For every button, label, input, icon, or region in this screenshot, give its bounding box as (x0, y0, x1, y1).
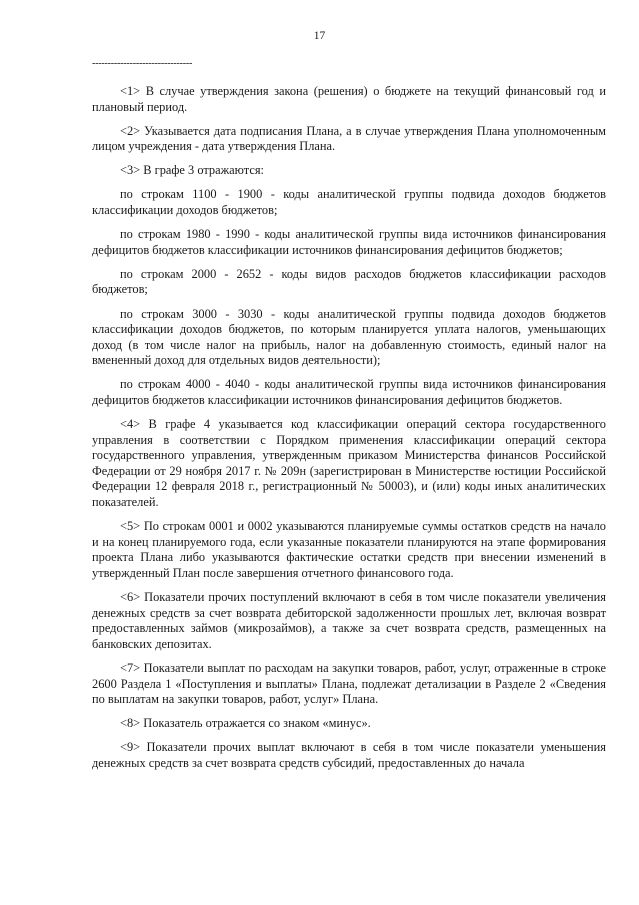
footnote-3-rows-1100-1900: по строкам 1100 - 1900 - коды аналитической группы подвида доходов бюджетов классификации доходов бюджетов; (92, 187, 606, 218)
footnote-3-rows-2000-2652: по строкам 2000 - 2652 - коды видов расходов бюджетов классификации расходов бюджетов; (92, 266, 606, 297)
footnote-3-rows-4000-4040: по строкам 4000 - 4040 - коды аналитической группы вида источников финансирования дефицитов бюджетов классификации источников финансирования дефицитов бюджетов. (92, 377, 606, 407)
footnote-4: <4> В графе 4 указывается код классификации операций сектора государственного управления в соответствии с Порядком применения классификации операций сектора государственного управления, утвержденным приказом Министерства финансов Российской Федерации от 29 ноября 2017 г. № 209н (зарегистрирован в Министерстве юстиции Российской Федерации 12 февраля 2018 г., регистрационный № 50003), и (или) коды иных аналитических показателей. (92, 417, 606, 510)
footnote-1: <1> В случае утверждения закона (решения) о бюджете на текущий финансовый год и плановый период. (92, 84, 606, 114)
footnote-separator: -------------------------------- (92, 58, 193, 69)
footnote-5: <5> По строкам 0001 и 0002 указываются планируемые суммы остатков средств на начало и на конец планируемого года, если указанные показатели планируются на этапе формирования проекта Плана либо указываются фактические остатки средств при внесении изменений в утвержденный План после завершения отчетного финансового года. (92, 519, 606, 580)
footnote-3-rows-3000-3030: по строкам 3000 - 3030 - коды аналитической группы подвида доходов бюджетов классификации доходов бюджетов, по которым планируется уплата налогов, уменьшающих доход (в том числе налог на прибыль, налог на добавленную стоимость, единый налог на вмененный доход для отдельных видов деятельности); (92, 306, 606, 368)
footnote-7: <7> Показатели выплат по расходам на закупки товаров, работ, услуг, отраженные в строке 2600 Раздела 1 «Поступления и выплаты» Плана, подлежат детализации в Разделе 2 «Сведения по выплатам на закупки товаров, работ, услуг» Плана. (92, 660, 606, 707)
page-number: 17 (313, 30, 326, 42)
footnote-3-rows-1980-1990: по строкам 1980 - 1990 - коды аналитической группы вида источников финансирования дефицитов бюджетов классификации источников финансирования дефицитов бюджетов; (92, 227, 606, 257)
footnote-9: <9> Показатели прочих выплат включают в себя в том числе показатели уменьшения денежных средств за счет возврата средств субсидий, предоставленных до начала (92, 740, 606, 770)
footnotes-body (92, 84, 606, 780)
footnote-6: <6> Показатели прочих поступлений включают в себя в том числе показатели увеличения денежных средств за счет возврата дебиторской задолженности прошлых лет, включая возврат предоставленных займов (микрозаймов), а также за счет возврата средств, размещенных на банковских депозитах. (92, 590, 606, 651)
footnote-2: <2> Указывается дата подписания Плана, а в случае утверждения Плана уполномоченным лицом учреждения - дата утверждения Плана. (92, 123, 606, 154)
footnote-8: <8> Показатель отражается со знаком «минус». (120, 716, 371, 731)
footnote-3: <3> В графе 3 отражаются: (120, 163, 264, 178)
